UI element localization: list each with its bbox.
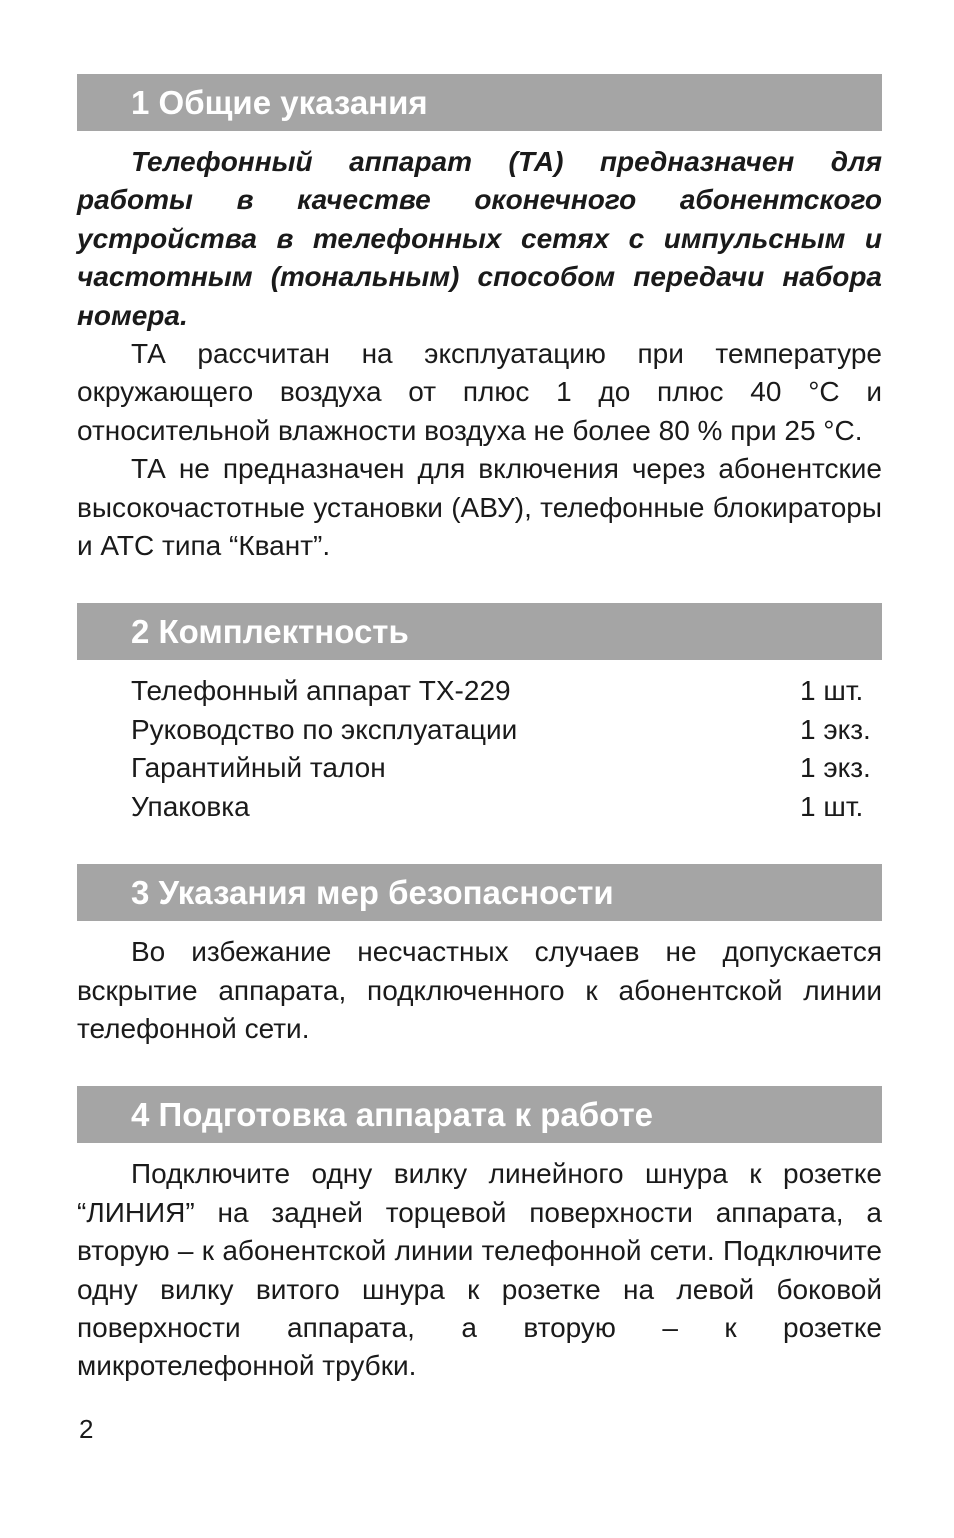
section-title: 4 Подготовка аппарата к работе — [77, 1086, 882, 1143]
list-item — [131, 749, 882, 787]
intro-paragraph: Телефонный аппарат (ТА) предназначен для работы в качестве оконечного абонентского устройства в телефонных сетях с импульсным и частотным (тональным) способом передачи набора номера. — [77, 146, 882, 331]
list-item — [131, 672, 882, 710]
restrictions-paragraph: ТА не предназначен для включения через абонентские высокочастотные установки (АВУ), телефонные блокираторы и АТС типа “Квант”. — [77, 453, 882, 562]
item-quantity: 1 экз. — [800, 713, 871, 745]
safety-paragraph: Во избежание несчастных случаев не допускается вскрытие аппарата, подключенного к абонентской линии телефонной сети. — [77, 936, 882, 1044]
list-item — [131, 711, 882, 749]
item-name: Телефонный аппарат ТХ-229 — [131, 675, 511, 707]
section-title: 1 Общие указания — [77, 74, 882, 131]
section-safety-measures — [77, 864, 882, 1048]
item-quantity: 1 шт. — [800, 675, 864, 707]
operating-conditions-paragraph: ТА рассчитан на эксплуатацию при температуре окружающего воздуха от плюс 1 до плюс 40 °С и относительной влажности воздуха не более 80 % при 25 °С. — [77, 338, 882, 446]
page-number: 2 — [79, 1414, 94, 1444]
section-package-contents — [77, 603, 882, 826]
item-name: Гарантийный талон — [131, 752, 386, 784]
manual-page — [77, 74, 882, 1386]
section-title: 2 Комплектность — [77, 603, 882, 660]
contents-list — [77, 672, 882, 826]
item-quantity: 1 шт. — [800, 790, 864, 822]
connection-paragraph: Подключите одну вилку линейного шнура к розетке “ЛИНИЯ” на задней торцевой поверхности аппарата, а вторую – к абонентской линии телефонной сети. Подключите одну вилку витого шнура к розетке на левой боковой поверхности аппарата, а вторую – к розетке микротелефонной трубки. — [77, 1158, 882, 1382]
item-name: Руководство по эксплуатации — [131, 713, 518, 745]
item-name: Упаковка — [131, 790, 250, 822]
section-general-instructions — [77, 74, 882, 565]
section-preparation — [77, 1086, 882, 1385]
section-title: 3 Указания мер безопасности — [77, 864, 882, 921]
item-quantity: 1 экз. — [800, 752, 871, 784]
list-item — [131, 788, 882, 826]
